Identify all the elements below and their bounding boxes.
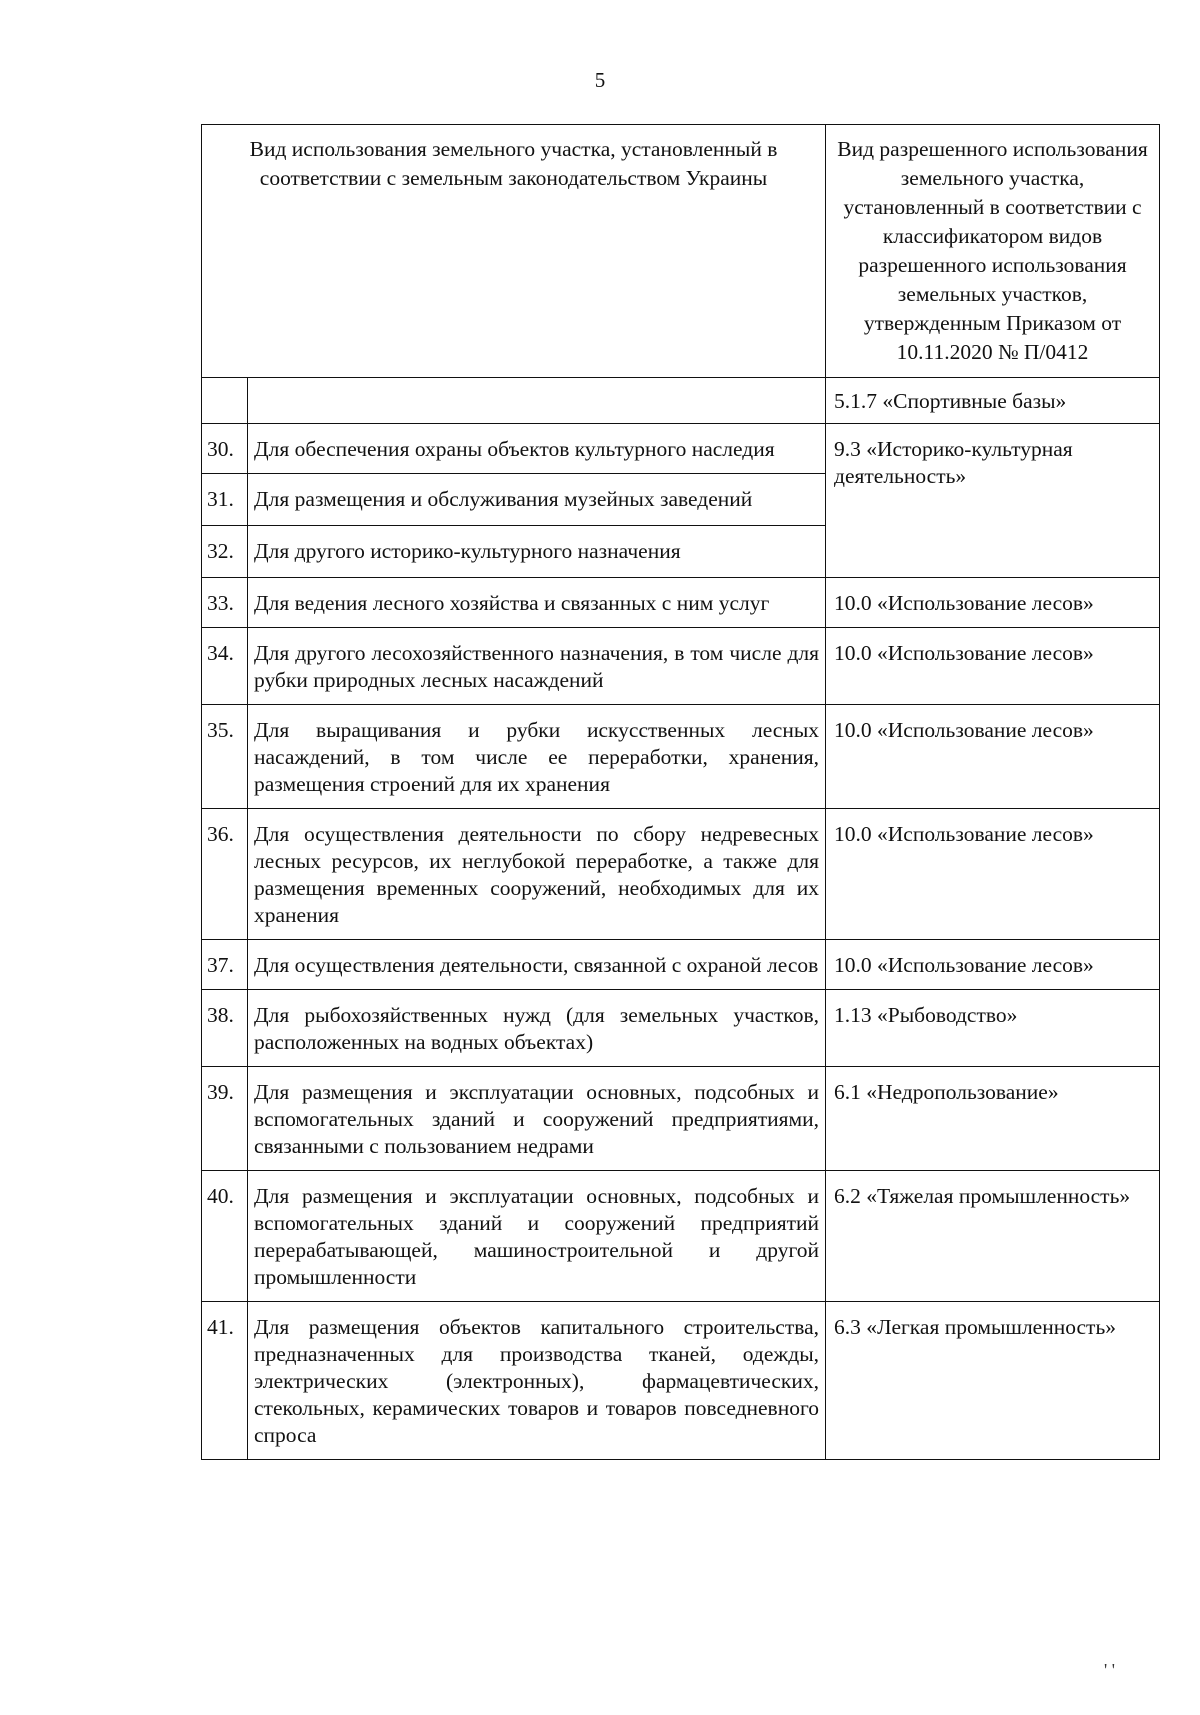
row-number: 31. bbox=[202, 474, 248, 526]
row-number: 38. bbox=[202, 990, 248, 1067]
row-description: Для размещения и эксплуатации основных, подсобных и вспомогательных зданий и сооружений предприятиями, связанными с пользованием недрами bbox=[248, 1067, 826, 1171]
row-description: Для обеспечения охраны объектов культурного наследия bbox=[248, 424, 826, 474]
table-row bbox=[202, 628, 1160, 705]
row-number: 30. bbox=[202, 424, 248, 474]
row-classification: 10.0 «Использование лесов» bbox=[826, 578, 1160, 628]
table-row-continuation bbox=[202, 378, 1160, 424]
row-number: 39. bbox=[202, 1067, 248, 1171]
row-classification: 10.0 «Использование лесов» bbox=[826, 628, 1160, 705]
header-land-use-ukraine: Вид использования земельного участка, установленный в соответствии с земельным законодательством Украины bbox=[202, 125, 826, 378]
table-row bbox=[202, 809, 1160, 940]
row-classification: 6.2 «Тяжелая промышленность» bbox=[826, 1171, 1160, 1302]
row-number: 34. bbox=[202, 628, 248, 705]
row-classification: 10.0 «Использование лесов» bbox=[826, 705, 1160, 809]
row-classification: 6.1 «Недропользование» bbox=[826, 1067, 1160, 1171]
row-description: Для осуществления деятельности, связанной с охраной лесов bbox=[248, 940, 826, 990]
row-number: 33. bbox=[202, 578, 248, 628]
table-row bbox=[202, 578, 1160, 628]
row-description: Для ведения лесного хозяйства и связанных с ним услуг bbox=[248, 578, 826, 628]
row-description: Для рыбохозяйственных нужд (для земельных участков, расположенных на водных объектах) bbox=[248, 990, 826, 1067]
table-row bbox=[202, 424, 1160, 474]
row-description: Для размещения и эксплуатации основных, подсобных и вспомогательных зданий и сооружений предприятий перерабатывающей, машиностроительной и другой промышленности bbox=[248, 1171, 826, 1302]
row-classification: 1.13 «Рыбоводство» bbox=[826, 990, 1160, 1067]
row-description: Для размещения объектов капитального строительства, предназначенных для производства тканей, одежды, электрических (электронных), фармацевтических, стекольных, керамических товаров и товаров повседневного спроса bbox=[248, 1302, 826, 1460]
land-use-table bbox=[201, 124, 1160, 1460]
row-classification: 9.3 «Историко-культурная деятельность» bbox=[826, 424, 1160, 578]
table-row bbox=[202, 940, 1160, 990]
row-number: 35. bbox=[202, 705, 248, 809]
row-description bbox=[248, 378, 826, 424]
row-number: 41. bbox=[202, 1302, 248, 1460]
table-row bbox=[202, 1171, 1160, 1302]
header-permitted-use-classifier: Вид разрешенного использования земельного участка, установленный в соответствии с классификатором видов разрешенного использования земельных участков, утвержденным Приказом от 10.11.2020 № П/0412 bbox=[826, 125, 1160, 378]
row-description: Для осуществления деятельности по сбору недревесных лесных ресурсов, их неглубокой переработке, а также для размещения временных сооружений, необходимых для их хранения bbox=[248, 809, 826, 940]
row-classification: 6.3 «Легкая промышленность» bbox=[826, 1302, 1160, 1460]
table-header-row bbox=[202, 125, 1160, 378]
row-classification: 5.1.7 «Спортивные базы» bbox=[826, 378, 1160, 424]
row-description: Для выращивания и рубки искусственных лесных насаждений, в том числе ее переработки, хранения, размещения строений для их хранения bbox=[248, 705, 826, 809]
row-number: 32. bbox=[202, 526, 248, 578]
row-description: Для другого историко-культурного назначения bbox=[248, 526, 826, 578]
row-description: Для размещения и обслуживания музейных заведений bbox=[248, 474, 826, 526]
row-classification: 10.0 «Использование лесов» bbox=[826, 940, 1160, 990]
page-number: 5 bbox=[594, 68, 606, 92]
row-number: 37. bbox=[202, 940, 248, 990]
table-row bbox=[202, 1302, 1160, 1460]
row-description: Для другого лесохозяйственного назначения, в том числе для рубки природных лесных насаждений bbox=[248, 628, 826, 705]
row-number: 36. bbox=[202, 809, 248, 940]
table-row bbox=[202, 1067, 1160, 1171]
table-row bbox=[202, 990, 1160, 1067]
row-classification: 10.0 «Использование лесов» bbox=[826, 809, 1160, 940]
row-number bbox=[202, 378, 248, 424]
table-row bbox=[202, 705, 1160, 809]
scan-corner-mark: ' ' bbox=[1104, 1660, 1115, 1680]
row-number: 40. bbox=[202, 1171, 248, 1302]
